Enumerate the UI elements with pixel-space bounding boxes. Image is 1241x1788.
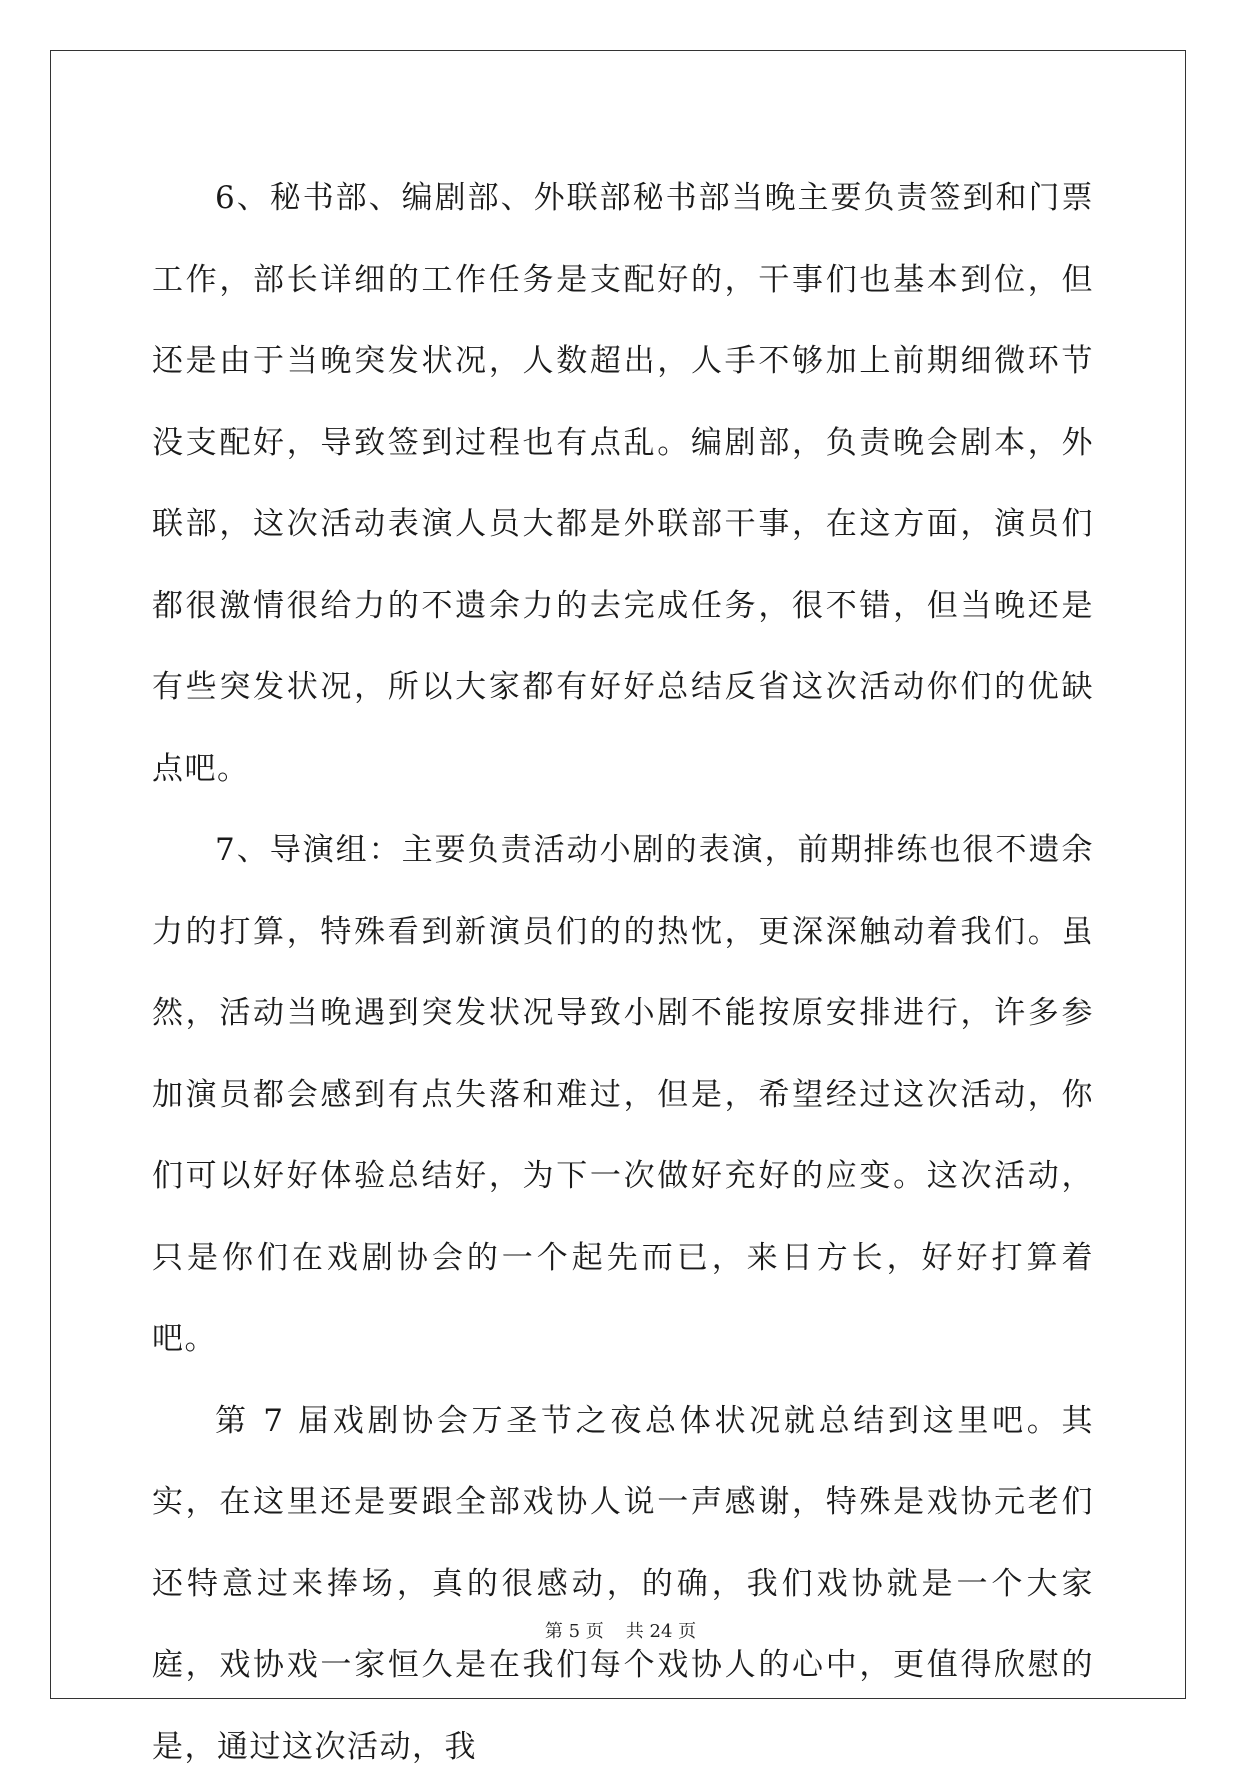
page-footer — [0, 1617, 1241, 1643]
paragraph-director-group: 7、导演组：主要负责活动小剧的表演，前期排练也很不遗余力的打算，特殊看到新演员们的的热忱，更深深触动着我们。虽然，活动当晚遇到突发状况导致小剧不能按原安排进行，许多参加演员都会感到有点失落和难过，但是，希望经过这次活动，你们可以好好体验总结好，为下一次做好充好的应变。这次活动，只是你们在戏剧协会的一个起先而已，来日方长，好好打算着吧。 — [152, 810, 1094, 1381]
page-total: 共 24 页 — [626, 1617, 696, 1643]
page-number: 第 5 页 — [545, 1617, 604, 1643]
paragraph-secretariat: 6、秘书部、编剧部、外联部秘书部当晚主要负责签到和门票工作，部长详细的工作任务是支配好的，干事们也基本到位，但还是由于当晚突发状况，人数超出，人手不够加上前期细微环节没支配好，导致签到过程也有点乱。编剧部，负责晚会剧本，外联部，这次活动表演人员大都是外联部干事，在这方面，演员们都很激情很给力的不遗余力的去完成任务，很不错，但当晚还是有些突发状况，所以大家都有好好总结反省这次活动你们的优缺点吧。 — [152, 158, 1094, 810]
paragraph-summary: 第 7 届戏剧协会万圣节之夜总体状况就总结到这里吧。其实，在这里还是要跟全部戏协人说一声感谢，特殊是戏协元老们还特意过来捧场，真的很感动，的确，我们戏协就是一个大家庭，戏协戏一家恒久是在我们每个戏协人的心中，更值得欣慰的是，通过这次活动，我 — [152, 1381, 1094, 1788]
document-body — [152, 158, 1094, 1788]
